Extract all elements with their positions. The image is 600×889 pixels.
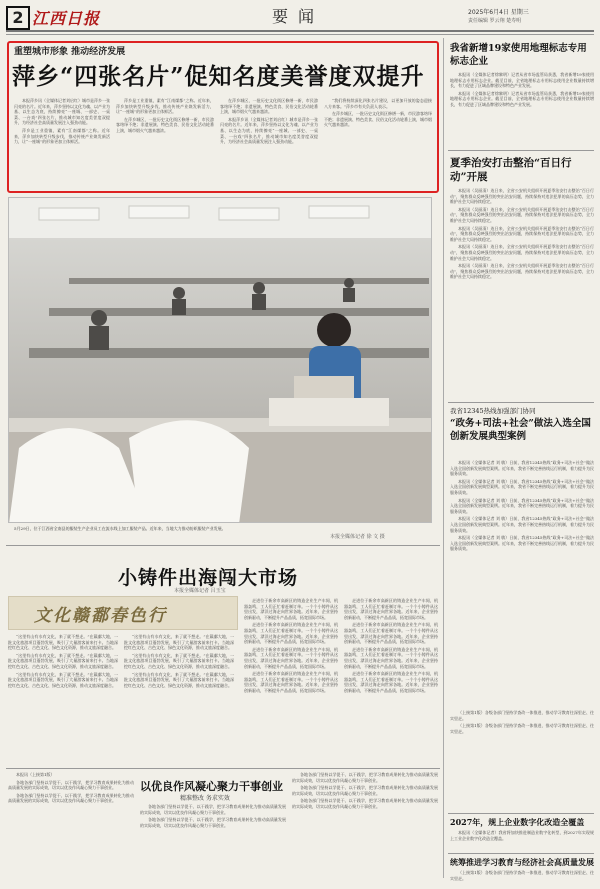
bottom-subhead: 精准整改 务求实效 [180, 795, 230, 802]
header-rule [6, 30, 594, 32]
right-story-1-headline: 我省新增19家使用地理标志专用标志企业 [450, 43, 587, 67]
feature-col-2: “这里有山有水有文化，来了就不想走。”在赣鄱大地，一批文化旅游项目蓬勃发展，吸引了大量游客前来打卡。当地深挖红色文化、古色文化、绿色文化资源，推动文旅深度融合。 “这里有山有水有文化，来了就不想走。”在赣鄱大地，一批文化旅游项目蓬勃发展，吸引了大量游客前来打卡。当地深挖红色文化、古色文化、绿色文化资源，推动文旅深度融合。 “这里有山有水有文化，来了就不想走。”在赣鄱大地，一批文化旅游项目蓬勃发展，吸引了大量游客前来打卡。当地深挖红色文化、古色文化、绿色文化资源，推动文旅深度融合。 [124, 634, 234, 688]
bottom-mid-text: 各地各部门坚持以学促干、以干践学，把学习教育成果转化为推动高质量发展的实际成效，切实以优良作风凝心聚力干事创业。 各地各部门坚持以学促干、以干践学，把学习教育成果转化为推动高质量发展的实际成效，切实以优良作风凝心聚力干事创业。 [140, 804, 286, 828]
right-story-4-headline: 2027年，规上企业数字化改造全覆盖 [450, 817, 585, 827]
header-rule-thin [6, 34, 594, 35]
right-story-2-text: 本报讯（吴丽清）连日来，全省公安机关组织开展夏季治安打击整治“百日行动”，聚焦群众反映强烈的突出治安问题，持续保持对违法犯罪的高压态势，全力维护社会大局持续稳定。 本报讯（吴丽清）连日来，全省公安机关组织开展夏季治安打击整治“百日行动”，聚焦群众反映强烈的突出治安问题，持续保持对违法犯罪的高压态势，全力维护社会大局持续稳定。 本报讯（吴丽清）连日来，全省公安机关组织开展夏季治安打击整治“百日行动”，聚焦群众反映强烈的突出治安问题，持续保持对违法犯罪的高压态势，全力维护社会大局持续稳定。 本报讯（吴丽清）连日来，全省公安机关组织开展夏季治安打击整治“百日行动”，聚焦群众反映强烈的突出治安问题，持续保持对违法犯罪的高压态势，全力维护社会大局持续稳定。 本报讯（吴丽清）连日来，全省公安机关组织开展夏季治安打击整治“百日行动”，聚焦群众反映强烈的突出治安问题，持续保持对违法犯罪的高压态势，全力维护社会大局持续稳定。 [450, 188, 594, 280]
column-divider [443, 38, 444, 878]
right-story-3-kicker: 我省12345热线加强部门协同 [450, 407, 536, 415]
bottom-left-text: 本报讯（上接第1版） 各地各部门坚持以学促干、以干践学，把学习教育成果转化为推动高质量发展的实际成效，切实以优良作风凝心聚力干事创业。 各地各部门坚持以学促干、以干践学，把学习教育成果转化为推动高质量发展的实际成效，切实以优良作风凝心聚力干事创业。 [8, 772, 134, 804]
right-rule-1 [448, 150, 594, 151]
date-line: 2025年6月4日 星期三 [468, 9, 529, 16]
bottom-right-text: 各地各部门坚持以学促干、以干践学，把学习教育成果转化为推动高质量发展的实际成效，切实以优良作风凝心聚力干事创业。 各地各部门坚持以学促干、以干践学，把学习教育成果转化为推动高质量发展的实际成效，切实以优良作风凝心聚力干事创业。 各地各部门坚持以学促干、以干践学，把学习教育成果转化为推动高质量发展的实际成效，切实以优良作风凝心聚力干事创业。 [292, 772, 438, 809]
right-rule-4 [448, 853, 594, 854]
bottom-headline: 以优良作风凝心聚力干事创业 [140, 780, 283, 793]
right-story-2-headline: 夏季治安打击整治“百日行动”开展 [450, 157, 572, 183]
news-photo [8, 197, 432, 523]
section-title: 要闻 [272, 7, 325, 26]
middle-headline: 小铸件出海闯大市场 [118, 567, 299, 589]
masthead-logo: 江西日报 [32, 9, 101, 28]
feature-col-1: “这里有山有水有文化，来了就不想走。”在赣鄱大地，一批文化旅游项目蓬勃发展，吸引了大量游客前来打卡。当地深挖红色文化、古色文化、绿色文化资源，推动文旅深度融合。 “这里有山有水有文化，来了就不想走。”在赣鄱大地，一批文化旅游项目蓬勃发展，吸引了大量游客前来打卡。当地深挖红色文化、古色文化、绿色文化资源，推动文旅深度融合。 “这里有山有水有文化，来了就不想走。”在赣鄱大地，一批文化旅游项目蓬勃发展，吸引了大量游客前来打卡。当地深挖红色文化、古色文化、绿色文化资源，推动文旅深度融合。 [8, 634, 118, 688]
lead-col-4: “我们将持续深化四张名片建设，以更加开放的姿态迎接八方来客。”萍乡市有关负责人表示。 在萍乡城区，一批历史文化街区修缮一新，市民游客络绎不绝；非遗展演、特色美食、民俗文化活动轮番上演，城市烟火气越来越浓。 [324, 98, 432, 128]
right-rule-3 [448, 813, 594, 814]
mid-rule [6, 545, 440, 546]
editor-line: 责任编辑 罗云翔 楚寿明 [468, 18, 522, 24]
lead-kicker: 重塑城市形象 推动经济发展 [14, 47, 126, 57]
photo-caption: 5月29日，位于江西省全南县的服装生产企业员工在流水线上加工服装产品。近年来，当地大力推动纺织服装产业发展。 [14, 526, 226, 531]
middle-col-1: 走进位于新余市高新区的铸造企业生产车间，机器轰鸣，工人们正忙着赶制订单。一个个小铸件从这里出发，漂洋过海走向世界各地。近年来，企业坚持创新驱动，不断提升产品品质，拓宽国际市场。 走进位于新余市高新区的铸造企业生产车间，机器轰鸣，工人们正忙着赶制订单。一个个小铸件从这里出发，漂洋过海走向世界各地。近年来，企业坚持创新驱动，不断提升产品品质，拓宽国际市场。 走进位于新余市高新区的铸造企业生产车间，机器轰鸣，工人们正忙着赶制订单。一个个小铸件从这里出发，漂洋过海走向世界各地。近年来，企业坚持创新驱动，不断提升产品品质，拓宽国际市场。 走进位于新余市高新区的铸造企业生产车间，机器轰鸣，工人们正忙着赶制订单。一个个小铸件从这里出发，漂洋过海走向世界各地。近年来，企业坚持创新驱动，不断提升产品品质，拓宽国际市场。 [244, 598, 338, 693]
right-story-5-text: （上接第1版）各级各部门坚持学查改一体推进，推动学习教育往深里走、往实里走。 [450, 870, 594, 881]
middle-byline: 本报全媒体记者 吕玉宝 [174, 588, 226, 594]
right-continued-text: （上接第1版）各级各部门坚持学查改一体推进，推动学习教育往深里走、往实里走。 （上接第1版）各级各部门坚持学查改一体推进，推动学习教育往深里走、往实里走。 [450, 710, 594, 734]
lead-col-1: 本报萍乡讯（全媒体记者刘启红）城市是萍乡一张闪亮的名片。近年来，萍乡坚持以文化为魂、以产业为基、以生态为底，持续擦亮“一座城、一部史、一桌菜、一台戏”四张名片，推动城市知名度美誉度双提升，为经济社会高质量发展注入强劲动能。 萍乡是工业重镇，素有“江南煤都”之称。近年来，萍乡加快转型升级步伐，推动传统产业焕发新活力，让“一座城”的形象更加立体鲜活。 [14, 98, 110, 145]
lead-col-3: 在萍乡城区，一批历史文化街区修缮一新，市民游客络绎不绝；非遗展演、特色美食、民俗文化活动轮番上演，城市烟火气越来越浓。 本报萍乡讯（全媒体记者刘启红）城市是萍乡一张闪亮的名片。近年来，萍乡坚持以文化为魂、以产业为基、以生态为底，持续擦亮“一座城、一部史、一桌菜、一台戏”四张名片，推动城市知名度美誉度双提升，为经济社会高质量发展注入强劲动能。 [220, 98, 318, 145]
right-story-5-headline: 统筹推进学习教育与经济社会高质量发展 [450, 857, 594, 867]
middle-col-2: 走进位于新余市高新区的铸造企业生产车间，机器轰鸣，工人们正忙着赶制订单。一个个小铸件从这里出发，漂洋过海走向世界各地。近年来，企业坚持创新驱动，不断提升产品品质，拓宽国际市场。 走进位于新余市高新区的铸造企业生产车间，机器轰鸣，工人们正忙着赶制订单。一个个小铸件从这里出发，漂洋过海走向世界各地。近年来，企业坚持创新驱动，不断提升产品品质，拓宽国际市场。 走进位于新余市高新区的铸造企业生产车间，机器轰鸣，工人们正忙着赶制订单。一个个小铸件从这里出发，漂洋过海走向世界各地。近年来，企业坚持创新驱动，不断提升产品品质，拓宽国际市场。 走进位于新余市高新区的铸造企业生产车间，机器轰鸣，工人们正忙着赶制订单。一个个小铸件从这里出发，漂洋过海走向世界各地。近年来，企业坚持创新驱动，不断提升产品品质，拓宽国际市场。 [344, 598, 438, 693]
photo-credit: 本报全媒体记者 徐 文 摄 [330, 534, 385, 540]
right-story-4-text: 本报讯（全媒体记者）我省将加快推进制造业数字化转型，到2027年实现规上工业企业数字化改造全覆盖。 [450, 830, 594, 841]
right-story-1-text: 本报讯（全媒体记者徐黎明）记者从省市场监管局获悉，我省新增19家使用地理标志专用标志企业。截至目前，全省地理标志专用标志使用企业数量持续增长，有力促进了区域品牌建设和特色产业发展。 本报讯（全媒体记者徐黎明）记者从省市场监管局获悉，我省新增19家使用地理标志专用标志企业。截至目前，全省地理标志专用标志使用企业数量持续增长，有力促进了区域品牌建设和特色产业发展。 [450, 72, 594, 107]
lead-headline: 萍乡“四张名片”促知名度美誉度双提升 [12, 63, 425, 90]
right-story-3-headline: “政务+司法+社会”做法入选全国创新发展典型案例 [450, 418, 591, 442]
lead-col-2: 萍乡是工业重镇，素有“江南煤都”之称。近年来，萍乡加快转型升级步伐，推动传统产业焕发新活力，让“一座城”的形象更加立体鲜活。 在萍乡城区，一批历史文化街区修缮一新，市民游客络绎不绝；非遗展演、特色美食、民俗文化活动轮番上演，城市烟火气越来越浓。 [116, 98, 214, 133]
right-rule-2 [448, 402, 594, 403]
feature-band-title: 文化赣鄱春色行 [34, 606, 167, 626]
page-number: 2 [6, 6, 30, 30]
factory-workers-photo [9, 198, 432, 523]
right-story-3-text: 本报讯（全媒体记者 刘 敏）日前，我省12345热线“政务+司法+社会”做法入选全国创新发展典型案例。近年来，我省不断完善热线运行机制，着力提升为民服务质效。 本报讯（全媒体记者 刘 敏）日前，我省12345热线“政务+司法+社会”做法入选全国创新发展典型案例。近年来，我省不断完善热线运行机制，着力提升为民服务质效。 本报讯（全媒体记者 刘 敏）日前，我省12345热线“政务+司法+社会”做法入选全国创新发展典型案例。近年来，我省不断完善热线运行机制，着力提升为民服务质效。 本报讯（全媒体记者 刘 敏）日前，我省12345热线“政务+司法+社会”做法入选全国创新发展典型案例。近年来，我省不断完善热线运行机制，着力提升为民服务质效。 本报讯（全媒体记者 刘 敏）日前，我省12345热线“政务+司法+社会”做法入选全国创新发展典型案例。近年来，我省不断完善热线运行机制，着力提升为民服务质效。 [450, 460, 594, 552]
bottom-rule [6, 768, 440, 769]
